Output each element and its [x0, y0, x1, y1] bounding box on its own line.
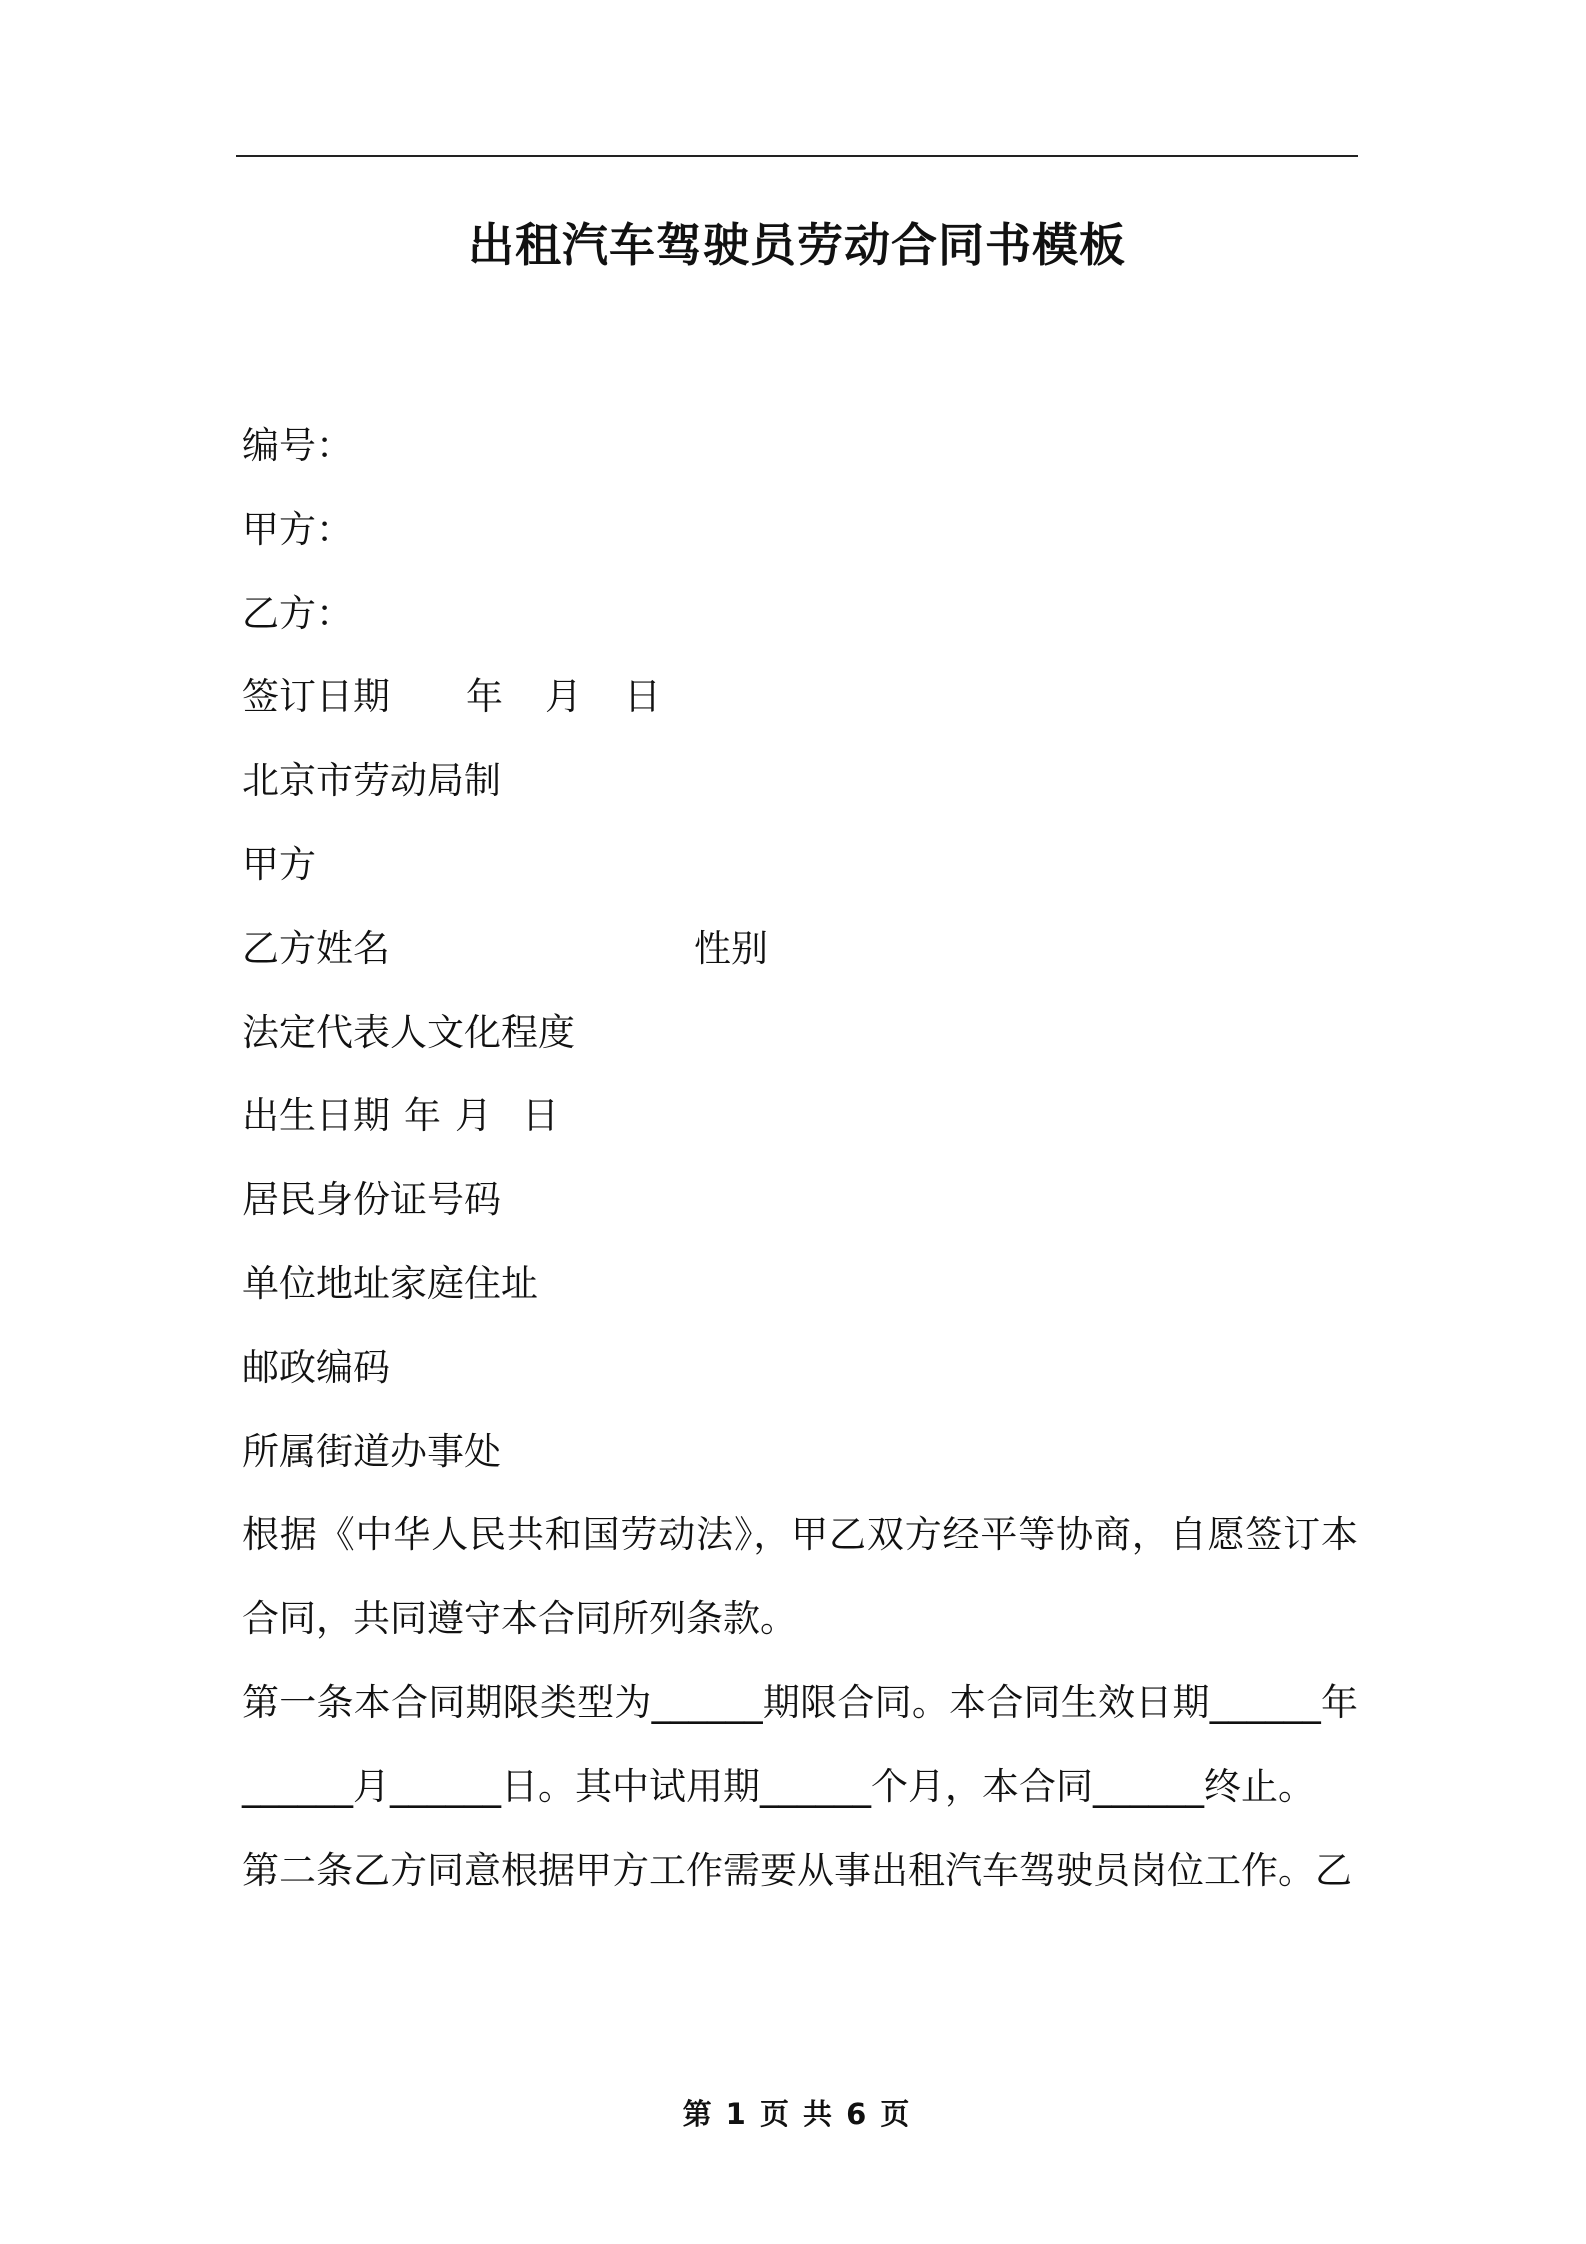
- sign-date-day: 日: [624, 675, 661, 719]
- field-address: 单位地址家庭住址: [242, 1261, 538, 1305]
- paragraph-preamble: 根据《中华人民共和国劳动法》，甲乙双方经平等协商，自愿签订本合同，共同遵守本合同所列条款。: [242, 1513, 1358, 1641]
- birth-date-label: 出生日期: [242, 1094, 390, 1138]
- sign-date-year: 年: [466, 675, 503, 719]
- birth-date-year: 年: [404, 1094, 441, 1138]
- sign-date-month: 月: [545, 675, 582, 719]
- header-rule: [236, 155, 1358, 157]
- field-number: 编号：: [242, 424, 353, 467]
- field-subdistrict-office: 所属街道办事处: [242, 1429, 501, 1473]
- field-party-b-name-gender: [242, 907, 1358, 991]
- page-number-footer: 第 1 页 共 6 页: [682, 2097, 912, 2131]
- field-sign-date: [242, 655, 1358, 739]
- paragraph-article-2: 第二条乙方同意根据甲方工作需要从事出租汽车驾驶员岗位工作。乙: [242, 1848, 1352, 1892]
- field-issuer: 北京市劳动局制: [242, 759, 501, 803]
- field-party-a: 甲方：: [242, 507, 353, 551]
- field-party-b: 乙方：: [242, 591, 353, 635]
- document-body: [242, 404, 1358, 1912]
- field-id-number: 居民身份证号码: [242, 1178, 501, 1222]
- document-title: 出租汽车驾驶员劳动合同书模板: [468, 218, 1126, 272]
- paragraph-article-1: 第一条本合同期限类型为______期限合同。本合同生效日期______年______月______日。其中试用期______个月，本合同______终止。: [242, 1680, 1358, 1808]
- sign-date-label: 签订日期: [242, 675, 390, 719]
- field-party-a-short: 甲方: [242, 842, 316, 886]
- field-postal-code: 邮政编码: [242, 1345, 390, 1389]
- field-birth-date: [242, 1074, 1358, 1158]
- gender-label: 性别: [694, 926, 768, 970]
- birth-date-month: 月: [455, 1094, 492, 1138]
- party-b-name-label: 乙方姓名: [242, 926, 390, 970]
- field-legal-rep-education: 法定代表人文化程度: [242, 1010, 575, 1054]
- birth-date-day: 日: [522, 1094, 559, 1138]
